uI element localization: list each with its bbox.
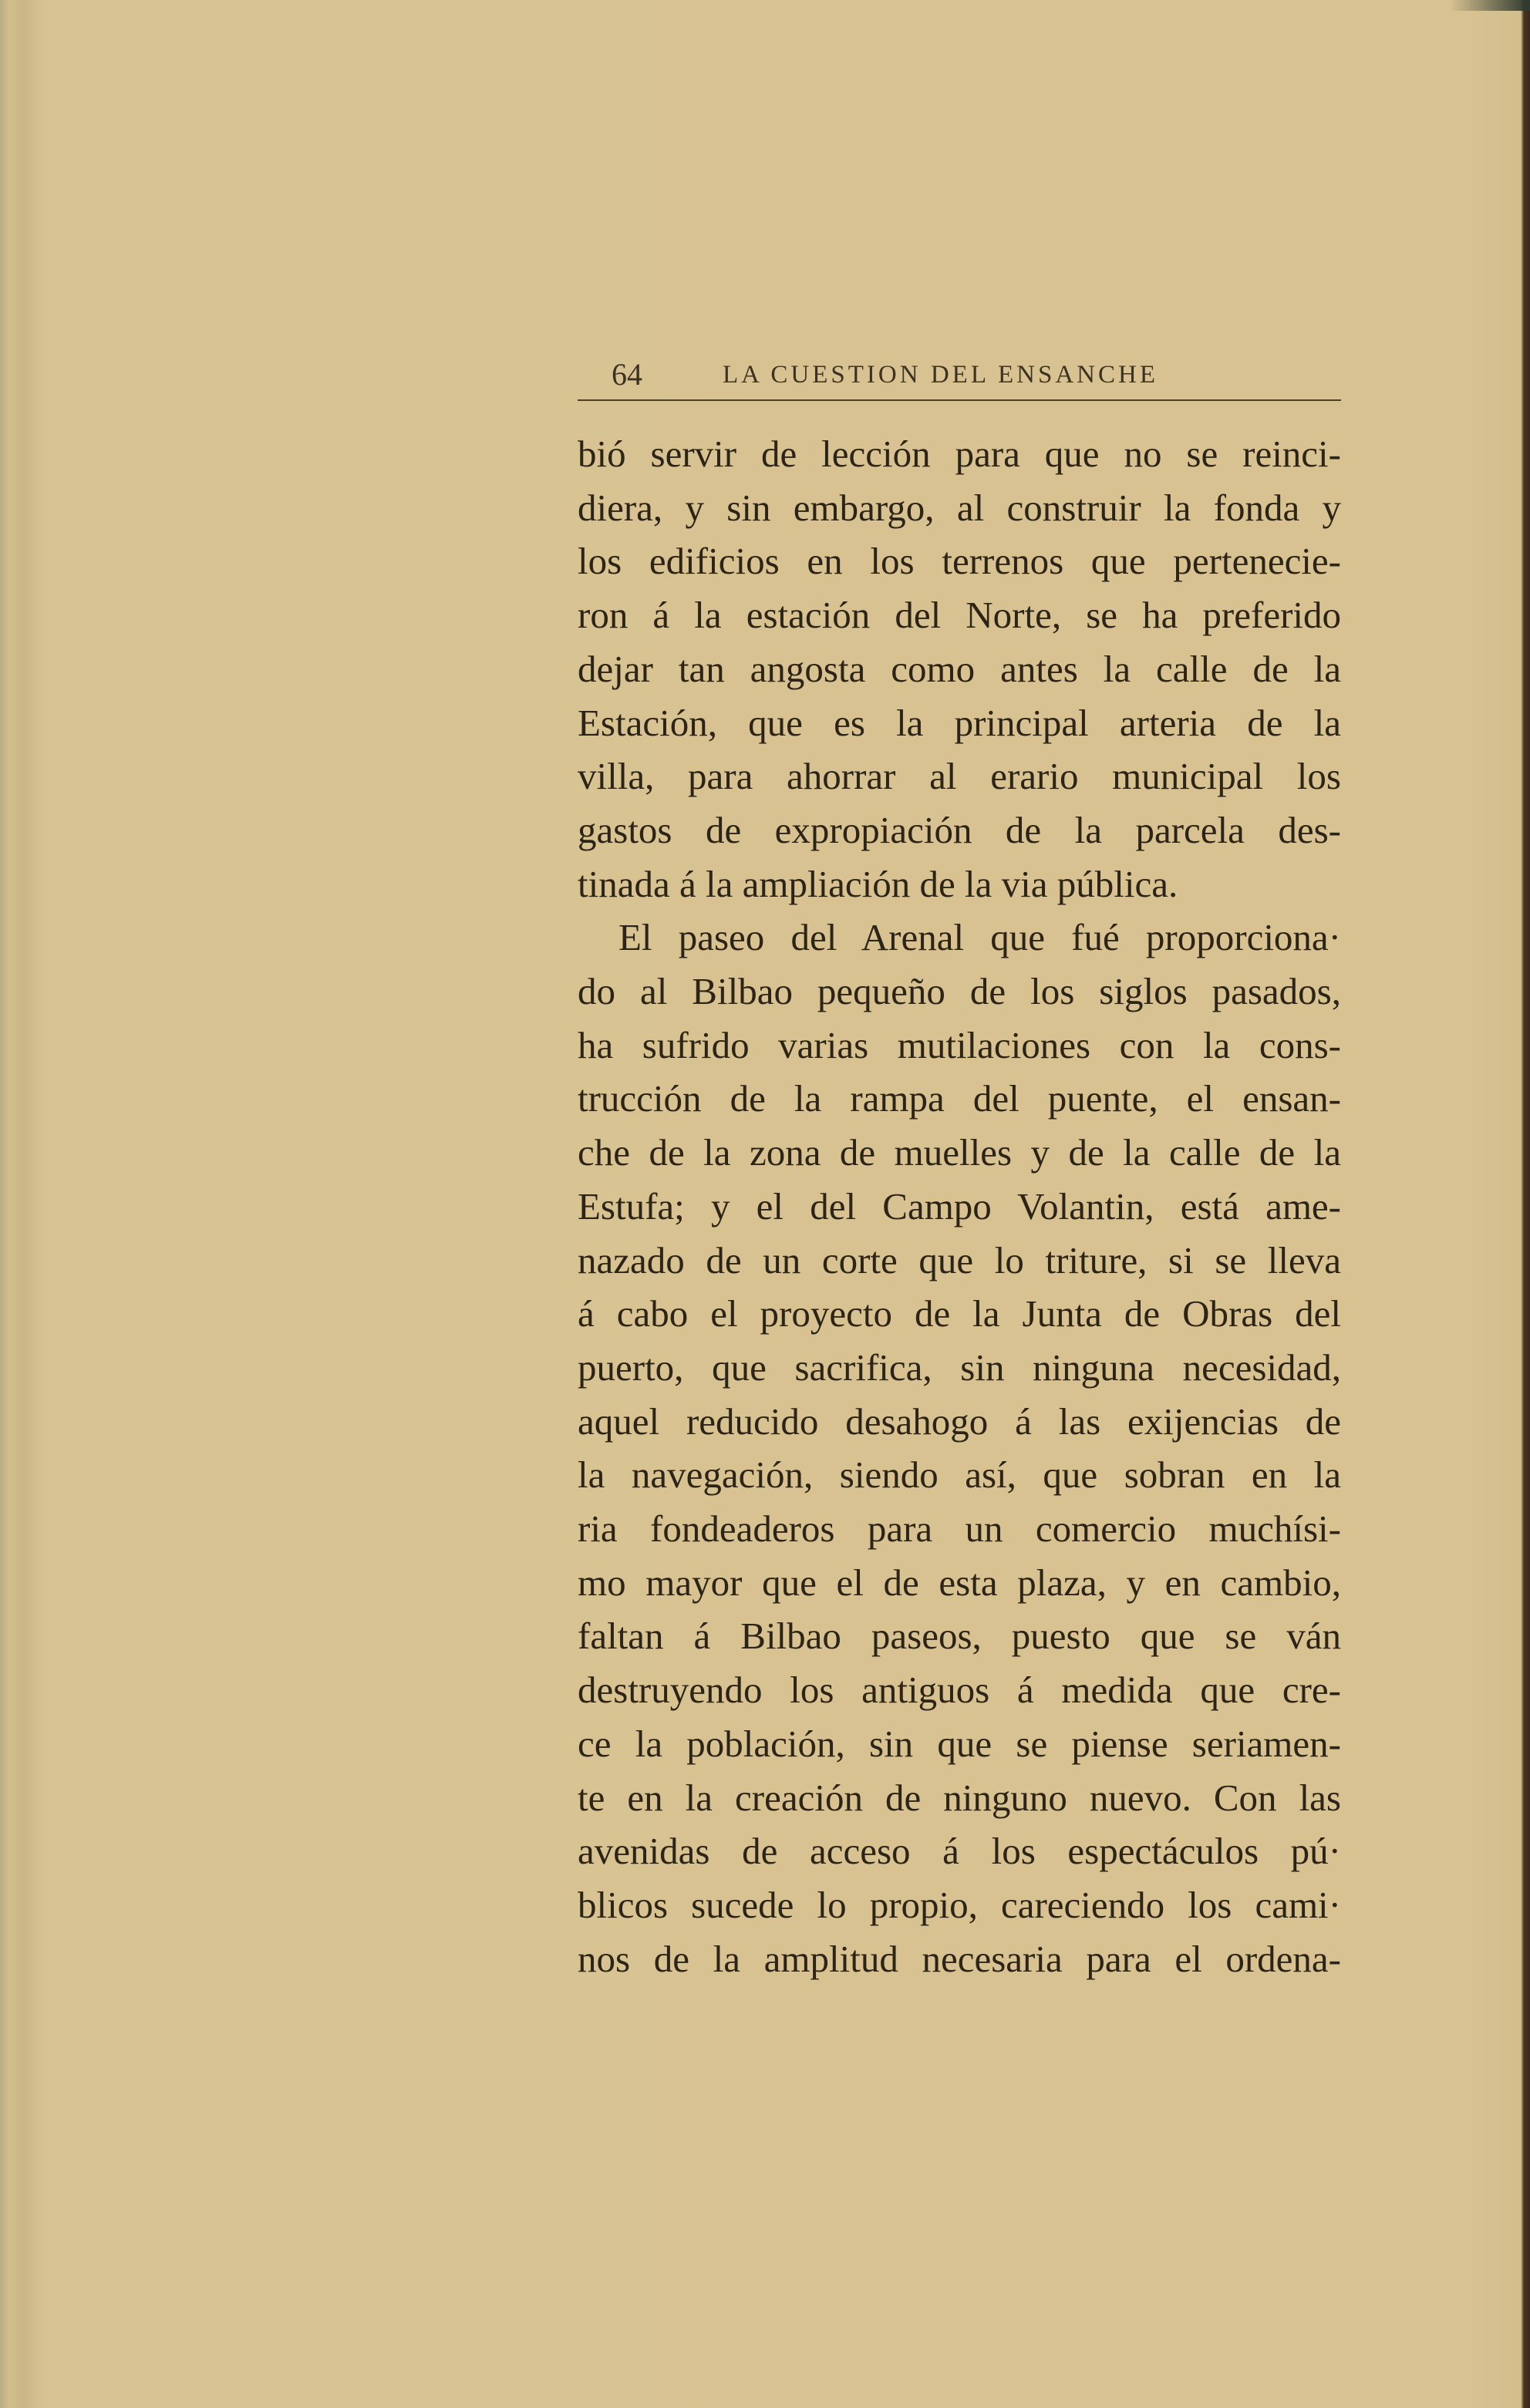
text-line: ce la población, sin que se piense seriamen- [578,1722,1341,1765]
text-line: nos de la amplitud necesaria para el ordena- [578,1937,1341,1980]
text-line: Estufa; y el del Campo Volantin, está ame- [578,1184,1341,1228]
running-header [578,356,1341,402]
text-line: á cabo el proyecto de la Junta de Obras del [578,1292,1341,1335]
text-line: la navegación, siendo así, que sobran en la [578,1453,1341,1497]
text-line: gastos de expropiación de la parcela des- [578,808,1341,851]
text-line: avenidas de acceso á los espectáculos pú· [578,1830,1341,1873]
text-line: nazado de un corte que lo triture, si se lleva [578,1238,1341,1281]
text-line: faltan á Bilbao paseos, puesto que se ván [578,1615,1341,1658]
text-line: Estación, que es la principal arteria de la [578,701,1341,744]
text-line: los edificios en los terrenos que pertenecie- [578,540,1341,583]
text-line: ha sufrido varias mutilaciones con la cons- [578,1023,1341,1066]
text-line: do al Bilbao pequeño de los siglos pasados, [578,970,1341,1012]
text-line: puerto, que sacrifica, sin ninguna necesidad, [578,1345,1341,1389]
header-rule [578,399,1341,401]
text-line: villa, para ahorrar al erario municipal los [578,755,1341,798]
page-corner-shadow [1450,0,1530,11]
text-line: bió servir de lección para que no se reinci- [578,433,1341,475]
text-line: te en la creación de ninguno nuevo. Con las [578,1776,1341,1819]
text-line: che de la zona de muelles y de la calle de la [578,1131,1341,1174]
text-line: aquel reducido desahogo á las exijencias de [578,1399,1341,1443]
text-line: mo mayor que el de esta plaza, y en cambio, [578,1561,1341,1604]
text-line: dejar tan angosta como antes la calle de la [578,647,1341,690]
text-line: blicos sucede lo propio, careciendo los cami· [578,1883,1341,1926]
text-line: ria fondeaderos para un comercio muchísi- [578,1507,1341,1550]
page-number: 64 [612,357,642,392]
text-line: tinada á la ampliación de la via pública. [578,862,1178,905]
text-line: destruyendo los antiguos á medida que cre- [578,1669,1341,1712]
text-line: El paseo del Arenal que fué proporciona· [618,916,1341,959]
running-title: LA CUESTION DEL ENSANCHE [723,361,1159,389]
text-line: trucción de la rampa del puente, el ensan- [578,1077,1341,1120]
text-line: diera, y sin embargo, al construir la fonda y [578,486,1341,529]
text-line: ron á la estación del Norte, se ha preferido [578,594,1341,637]
